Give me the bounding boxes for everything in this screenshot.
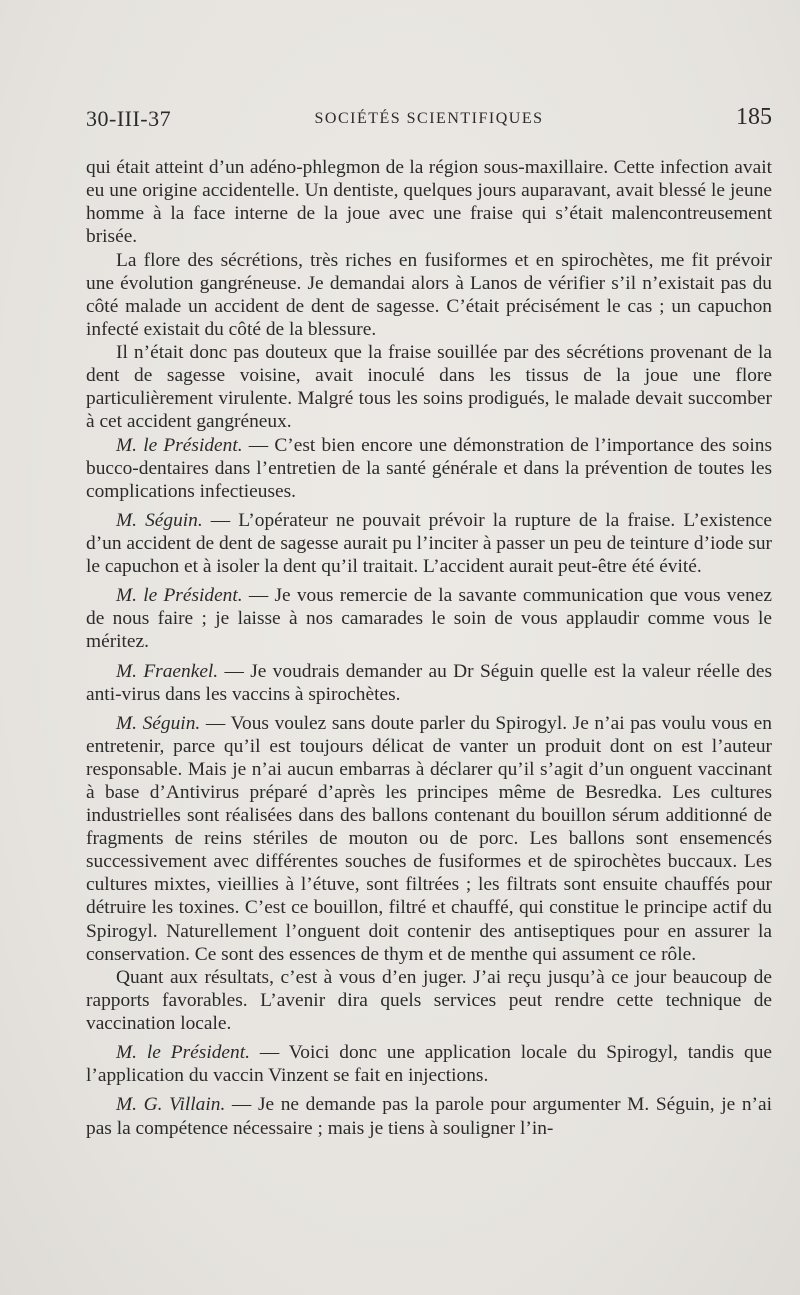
page-body <box>86 156 772 1140</box>
speaker-name: M. Fraenkel. <box>116 660 219 682</box>
paragraph: Il n’était donc pas douteux que la fraise souillée par des sécrétions provenant de la dent de sagesse voisine, avait inoculé dans les tissus de la joue une flore particulièrement virulente. Malgré tous les soins prodigués, le malade devait succomber à cet accident gangréneux. <box>86 342 772 433</box>
paragraph: M. le Président. — C’est bien encore une démonstration de l’importance des soins bucco-dentaires dans l’entretien de la santé générale et dans la prévention de toutes les complications infectieuses. <box>86 434 773 502</box>
page-header <box>86 104 772 138</box>
paragraph: M. Séguin. — Vous voulez sans doute parler du Spirogyl. Je n’ai pas voulu vous en entretenir, parce qu’il est toujours délicat de vanter un produit dont on est l’auteur responsable. Mais je n’ai aucun embarras à déclarer qu’il s’agit d’un onguent vaccinant à base d’Antivirus préparé d’après les principes même de Besredka. Les cultures industrielles sont réalisées dans des ballons contenant du bouillon sérum additionné de fragments de reins stériles de mouton ou de porc. Les ballons sont ensemencés successivement avec différentes souches de fusiformes et de spirochètes buccaux. Les cultures mixtes, vieillies à l’étuve, sont filtrées ; les filtrats sont ensuite chauffés pour détruire les toxines. C’est ce bouillon, filtré et chauffé, qui constitue le principe actif du Spirogyl. Naturellement l’onguent doit contenir des antiseptiques pour en assurer la conservation. Ce sont des essences de thym et de menthe qui assument ce rôle. <box>86 712 772 965</box>
paragraph: Quant aux résultats, c’est à vous d’en juger. J’ai reçu jusqu’à ce jour beaucoup de rapports favorables. L’avenir dira quels services peut rendre cette technique de vaccination locale. <box>86 966 772 1035</box>
paragraph: qui était atteint d’un adéno-phlegmon de la région sous-maxillaire. Cette infection avait eu une origine accidentelle. Un dentiste, quelques jours auparavant, avait blessé le jeune homme à la face interne de la joue avec une fraise qui s’était malencontreusement brisée. <box>86 157 772 248</box>
speaker-name: M. le Président. <box>116 1042 250 1064</box>
paragraph: M. le Président. — Je vous remercie de la savante communication que vous venez de nous faire ; je laisse à nos camarades le soin de vous applaudir comme vous le méritez. <box>86 585 772 653</box>
paragraph: M. le Président. — Voici donc une application locale du Spirogyl, tandis que l’application du vaccin Vinzent se fait en injections. <box>86 1042 772 1087</box>
paragraph: M. Fraenkel. — Je voudrais demander au Dr Séguin quelle est la valeur réelle des anti-virus dans les vaccins à spirochètes. <box>86 660 772 705</box>
paragraph: La flore des sécrétions, très riches en fusiformes et en spirochètes, me fit prévoir une évolution gangréneuse. Je demandai alors à Lanos de vérifier s’il n’existait pas du côté malade un accident de dent de sagesse. C’était précisément le cas ; un capuchon infecté existait du côté de la blessure. <box>86 249 772 340</box>
header-date: 30-III-37 <box>86 106 172 131</box>
speaker-name: M. Séguin. <box>116 712 201 734</box>
speaker-name: M. G. Villain. <box>116 1094 226 1116</box>
page-number: 185 <box>736 104 772 130</box>
running-title: SOCIÉTÉS SCIENTIFIQUES <box>314 110 544 127</box>
paragraph: M. Séguin. — L’opérateur ne pouvait prévoir la rupture de la fraise. L’existence d’un accident de dent de sagesse aurait pu l’inciter à passer un peu de teinture d’iode sur le capuchon et à isoler la dent qu’il traitait. L’accident aurait peut-être été évité. <box>86 509 772 578</box>
paragraph: M. G. Villain. — Je ne demande pas la parole pour argumenter M. Séguin, je n’ai pas la compétence nécessaire ; mais je tiens à souligner l’in- <box>86 1094 772 1139</box>
speaker-name: M. le Président. <box>116 434 243 456</box>
speaker-name: M. le Président. <box>116 585 243 607</box>
speaker-name: M. Séguin. <box>116 509 203 531</box>
